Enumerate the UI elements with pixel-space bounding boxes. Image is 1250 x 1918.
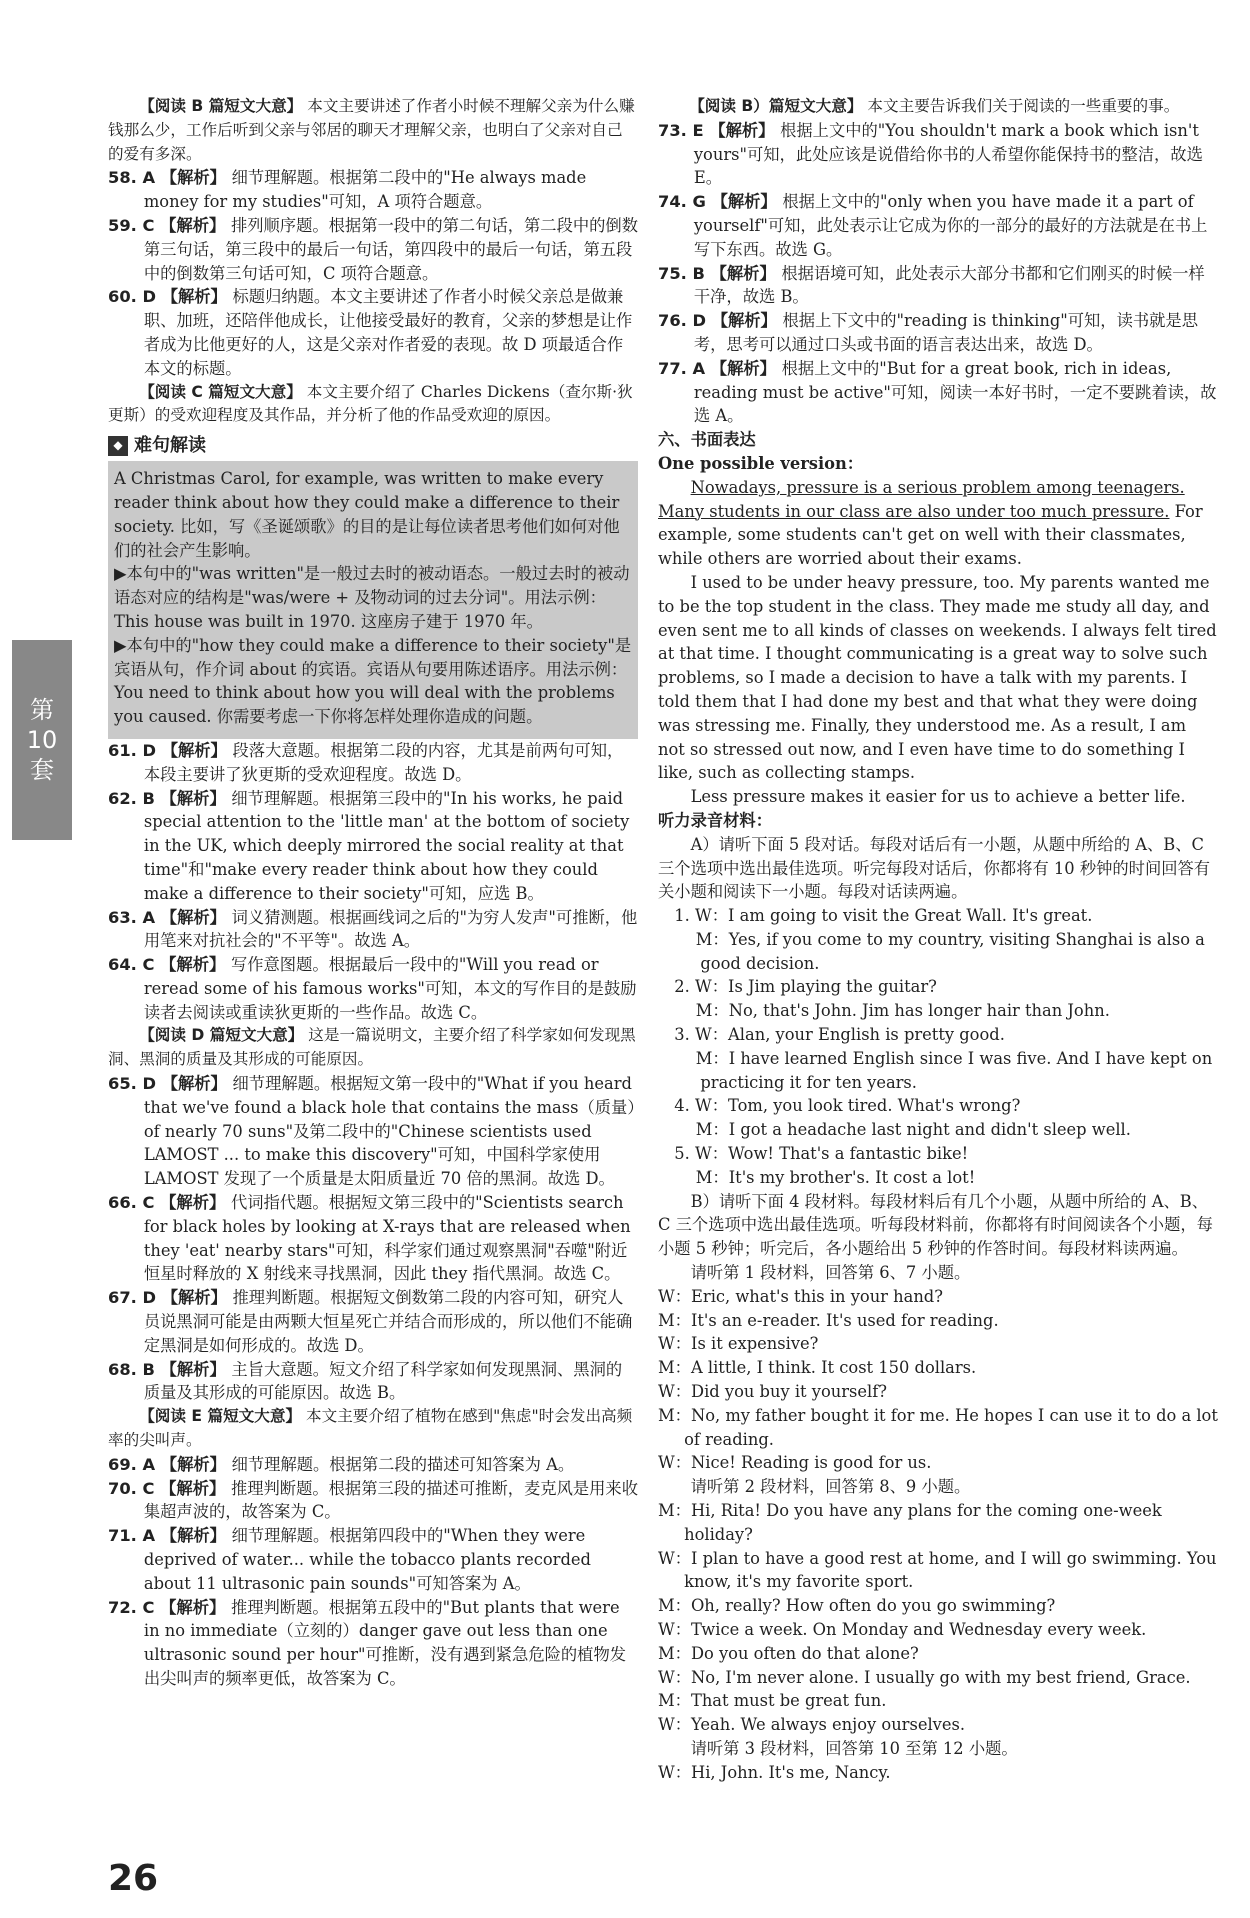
speaker-label: W： (658, 1620, 692, 1639)
writing-section-title: 六、书面表达 (658, 430, 756, 450)
answer-item (108, 166, 638, 214)
difficult-sentence-heading (108, 432, 638, 459)
answer-option: G (692, 192, 712, 212)
answer-option: A (142, 168, 161, 188)
material-line (658, 1332, 1218, 1356)
dialog-text: It's my brother's. It cost a lot! (728, 1167, 976, 1187)
writing-underlined: Nowadays, pressure is a serious problem among teenagers. Many students in our class are also under too much pressure. (658, 477, 1185, 521)
answer-number: 60. (108, 287, 143, 307)
answer-option: E (692, 120, 710, 140)
answer-explanation: 根据上文中的"only when you have made it a part of yourself"可知，此处表示让它成为你的一部分的最好的方法就是在书上写下东西。故选 G。 (693, 192, 1208, 259)
material-text: It's an e-reader. It's used for reading. (690, 1310, 999, 1330)
answer-explanation: 根据上文中的"But for a great book, rich in ideas, reading must be active"可知，阅读一本好书时，一定不要跳着读，故选 A。 (693, 358, 1217, 426)
writing-para-1 (658, 476, 1218, 571)
material-line (658, 1594, 1218, 1618)
side-tab-char-1: 第 (30, 696, 54, 724)
material-line (658, 1618, 1218, 1642)
analysis-tag: 【解析】 (161, 1288, 233, 1308)
speaker-label: 4. W： (674, 1096, 729, 1116)
material-line (658, 1380, 1218, 1404)
speaker-label: M： (658, 1501, 691, 1521)
material-text: Nice! Reading is good for us. (691, 1453, 932, 1473)
material-line (658, 1404, 1218, 1452)
analysis-tag: 【解析】 (161, 287, 233, 307)
summary-text: 本文主要介绍了植物在感到"焦虑"时会发出高频率的尖叫声。 (108, 1407, 633, 1450)
difficult-sentence-line: ▶本句中的"how they could make a difference to their society"是宾语从句，作介词 about 的宾语。宾语从句要用陈述语序。用法示例： (114, 635, 632, 679)
answer-item (108, 906, 638, 954)
answer-option: B (692, 263, 711, 283)
summary-paragraph (658, 95, 1218, 119)
analysis-tag: 【解析】 (160, 215, 231, 235)
side-tab-char-2: 10 (26, 726, 58, 754)
answer-number: 63. (108, 907, 143, 927)
answer-number: 62. (108, 788, 143, 808)
answer-explanation: 推理判断题。根据第三段的描述可推断，麦克风是用来收集超声波的，故答案为 C。 (143, 1478, 638, 1522)
writing-para-1-rest: For example, some students can't get on well with their classmates, while others are worried about their exams. (658, 501, 1203, 569)
analysis-tag: 【解析】 (160, 1526, 232, 1546)
answer-explanation: 根据语境可知，此处表示大部分书都和它们刚买的时候一样干净，故选 B。 (693, 263, 1205, 307)
speaker-label: 5. W： (674, 1144, 729, 1164)
dialog-text: No, that's John. Jim has longer hair than John. (728, 1001, 1110, 1021)
answer-option: C (142, 1597, 161, 1617)
material-1 (658, 1285, 1218, 1475)
dialog-text: Alan, your English is pretty good. (728, 1025, 1005, 1045)
summary-paragraph (108, 381, 638, 429)
material-text: Hi, John. It's me, Nancy. (691, 1762, 891, 1782)
difficult-sentence-title: 难句解读 (134, 434, 206, 456)
answer-item (108, 953, 638, 1024)
summary-text: 本文主要介绍了 Charles Dickens（查尔斯·狄更斯）的受欢迎程度及其作品，并分析了他的作品受欢迎的原因。 (108, 382, 633, 425)
material-text: Eric, what's this in your hand? (691, 1286, 943, 1306)
material-text: A little, I think. It cost 150 dollars. (690, 1358, 977, 1378)
analysis-tag: 【解析】 (710, 263, 782, 283)
summary-text: 本文主要告诉我们关于阅读的一些重要的事。 (862, 97, 1180, 115)
answer-option: D (142, 740, 162, 760)
writing-para-3: Less pressure makes it easier for us to achieve a better life. (690, 787, 1186, 807)
speaker-label: W： (658, 1548, 692, 1568)
material-line (658, 1761, 1218, 1785)
answer-explanation: 根据上下文中的"reading is thinking"可知，读书就是思考，思考可以通过口头或书面的语言表达出来，故选 D。 (693, 311, 1198, 354)
speaker-label: W： (658, 1334, 692, 1354)
answer-option: D (142, 1288, 162, 1308)
listening-dialogs (658, 904, 1218, 1190)
answer-number: 65. (108, 1074, 143, 1094)
analysis-tag: 【解析】 (160, 1193, 231, 1213)
dialog-text: Tom, you look tired. What's wrong? (728, 1096, 1021, 1116)
speaker-label: W： (658, 1286, 692, 1306)
material-line (658, 1499, 1218, 1547)
answer-item (108, 739, 638, 787)
answer-number: 75. (658, 263, 693, 283)
speaker-label: 2. W： (674, 977, 729, 997)
material-line (658, 1689, 1218, 1713)
speaker-label: M： (658, 1643, 691, 1663)
answer-explanation: 段落大意题。根据第二段的内容，尤其是前两句可知，本段主要讲了狄更斯的受欢迎程度。故选 D。 (143, 740, 624, 784)
analysis-tag: 【解析】 (160, 907, 232, 927)
summary-tag: 【阅读 B 篇短文大意】 (139, 97, 303, 115)
right-block-1 (658, 95, 1218, 428)
dialog-line (658, 904, 1218, 928)
material-3 (658, 1761, 1218, 1785)
answer-item (108, 1596, 638, 1691)
writing-para-2: I used to be under heavy pressure, too. My parents wanted me to be the top student in the class. They made me study all day, and even sent me to all kinds of classes on weekends. I always felt tired at that time. I thought communicating is a great way to solve such problems, so I made a decision to have a talk with my parents. I told them that I had done my best and that what they were doing was stressing me. Finally, they understood me. As a result, I am not so stressed out now, and I even have time to do something I like, such as collecting stamps. (658, 572, 1217, 783)
writing-version-label: One possible version： (658, 453, 864, 473)
answer-item (108, 1477, 638, 1525)
answer-option: A (142, 1454, 161, 1474)
speaker-label: M： (658, 1358, 691, 1378)
difficult-sentence-box (108, 461, 638, 739)
answer-explanation: 推理判断题。根据短文倒数第二段的内容可知，研究人员说黑洞可能是由两颗大恒星死亡并结合而形成的，所以他们不能确定黑洞是如何形成的。故选 D。 (143, 1288, 633, 1355)
answer-explanation: 根据上文中的"You shouldn't mark a book which isn't yours"可知，此处应该是说借给你书的人希望你能保持书的整洁，故选 E。 (693, 120, 1203, 188)
answer-option: D (142, 287, 162, 307)
answer-option: D (692, 311, 712, 331)
analysis-tag: 【解析】 (161, 740, 233, 760)
speaker-label: M： (658, 1405, 691, 1425)
analysis-tag: 【解析】 (711, 192, 783, 212)
left-column (108, 95, 638, 1691)
answer-explanation: 词义猜测题。根据画线词之后的"为穷人发声"可推断，他用笔来对抗社会的"不平等"。故选 A。 (143, 907, 638, 951)
answer-explanation: 标题归纳题。本文主要讲述了作者小时候父亲总是做兼职、加班，还陪伴他成长，让他接受最好的教育，父亲的梦想是让作者成为比他更好的人，这是父亲对作者爱的表现。故 D 项最适合作本文的标题。 (143, 287, 633, 378)
material-line (658, 1285, 1218, 1309)
answer-item (108, 285, 638, 380)
speaker-label: 1. W： (674, 906, 729, 926)
material-line (658, 1309, 1218, 1333)
analysis-tag: 【解析】 (710, 358, 782, 378)
speaker-label: 3. W： (674, 1025, 729, 1045)
speaker-label: M： (674, 1167, 729, 1187)
answer-option: A (142, 907, 161, 927)
answer-number: 72. (108, 1597, 143, 1617)
material-text: No, I'm never alone. I usually go with my best friend, Grace. (691, 1667, 1191, 1687)
answer-explanation: 细节理解题。根据第二段的描述可知答案为 A。 (231, 1454, 575, 1474)
answer-explanation: 细节理解题。根据短文第一段中的"What if you heard that we've found a black hole that contains the mass（质量）of nearly 70 suns"及第二段中的"Chinese scientists used LAMOST ... to make this discovery"可知，中国科学家使用 LAMOST 发现了一个质量是太阳质量近 70 倍的黑洞。故选 D。 (143, 1074, 636, 1189)
material-text: Twice a week. On Monday and Wednesday every week. (691, 1620, 1147, 1639)
answer-item (108, 787, 638, 906)
dialog-text: I am going to visit the Great Wall. It's great. (728, 906, 1093, 926)
summary-tag: 【阅读 B）篇短文大意】 (689, 97, 863, 115)
dialog-line (658, 1023, 1218, 1047)
answer-item (108, 214, 638, 285)
speaker-label: W： (658, 1382, 692, 1402)
answer-number: 59. (108, 215, 143, 235)
answer-item (658, 119, 1218, 190)
material-3-intro: 请听第 3 段材料，回答第 10 至第 12 小题。 (690, 1738, 1018, 1758)
speaker-label: M： (674, 1048, 729, 1068)
answer-explanation: 细节理解题。根据第四段中的"When they were deprived of water... while the tobacco plants recorded about 11 ultrasonic pain sounds"可知答案为 A。 (143, 1526, 591, 1593)
dialog-text: Is Jim playing the guitar? (728, 977, 937, 997)
answer-item (658, 357, 1218, 428)
material-text: That must be great fun. (690, 1691, 887, 1711)
speaker-label: M： (658, 1596, 691, 1616)
summary-paragraph (108, 1405, 638, 1453)
summary-tag: 【阅读 E 篇短文大意】 (139, 1407, 302, 1426)
bookmark-icon: ◆ (108, 436, 128, 456)
answer-item (108, 1524, 638, 1595)
answer-number: 61. (108, 740, 143, 760)
dialog-line (658, 928, 1218, 976)
answer-number: 68. (108, 1359, 143, 1379)
answer-item (658, 190, 1218, 261)
answer-number: 67. (108, 1288, 143, 1308)
analysis-tag: 【解析】 (160, 955, 231, 975)
speaker-label: W： (658, 1453, 692, 1473)
answer-option: A (142, 1526, 161, 1546)
analysis-tag: 【解析】 (711, 311, 783, 331)
difficult-sentence-line: This house was built in 1970. 这座房子建于 1970 年。 (114, 611, 543, 631)
difficult-sentence-line: A Christmas Carol, for example, was written to make every reader think about how they could make a difference to their society. 比如，写《圣诞颂歌》的目的是让每位读者思考他们如何对他们的社会产生影响。 (114, 469, 620, 560)
side-tab-char-3: 套 (30, 756, 54, 784)
answer-number: 69. (108, 1454, 143, 1474)
answer-option: C (142, 955, 161, 975)
analysis-tag: 【解析】 (160, 788, 232, 808)
dialog-line (658, 999, 1218, 1023)
answer-item (658, 309, 1218, 357)
answer-number: 73. (658, 120, 693, 140)
answer-number: 77. (658, 358, 693, 378)
summary-text: 这是一篇说明文，主要介绍了科学家如何发现黑洞、黑洞的质量及其形成的可能原因。 (108, 1026, 636, 1069)
answer-explanation: 排列顺序题。根据第一段中的第二句话，第二段中的倒数第三句话，第三段中的最后一句话，第四段中的最后一句话，第五段中的倒数第三句话可知，C 项符合题意。 (143, 215, 638, 283)
speaker-label: W： (658, 1715, 692, 1735)
answer-option: B (142, 788, 161, 808)
analysis-tag: 【解析】 (160, 1478, 231, 1498)
dialog-line (658, 1094, 1218, 1118)
material-line (658, 1451, 1218, 1475)
answer-item (108, 1453, 638, 1477)
analysis-tag: 【解析】 (161, 1074, 233, 1094)
analysis-tag: 【解析】 (160, 168, 232, 188)
material-text: Oh, really? How often do you go swimming? (690, 1596, 1056, 1616)
answer-number: 64. (108, 955, 143, 975)
speaker-label: W： (658, 1667, 692, 1687)
answer-option: D (142, 1074, 162, 1094)
answer-explanation: 细节理解题。根据第二段中的"He always made money for my studies"可知，A 项符合题意。 (143, 168, 587, 212)
material-text: Yeah. We always enjoy ourselves. (691, 1715, 966, 1735)
material-2-intro: 请听第 2 段材料，回答第 8、9 小题。 (690, 1477, 971, 1497)
answer-option: B (142, 1359, 161, 1379)
page-number: 26 (108, 1858, 159, 1899)
material-line (658, 1666, 1218, 1690)
answer-explanation: 写作意图题。根据最后一段中的"Will you read or reread some of his famous works"可知，本文的写作目的是鼓励读者去阅读或重读狄更斯的一些作品。故选 C。 (143, 955, 637, 1022)
answer-explanation: 推理判断题。根据第五段中的"But plants that were in no immediate（立刻的）danger gave out less than one ultrasonic sound per hour"可推断，没有遇到紧急危险的植物发出尖叫声的频率更低，故答案为 C。 (143, 1597, 627, 1688)
dialog-text: I have learned English since I was five. And I have kept on practicing it for ten years. (700, 1048, 1213, 1092)
speaker-label: W： (658, 1762, 692, 1782)
material-text: No, my father bought it for me. He hopes I can use it to do a lot of reading. (684, 1405, 1218, 1449)
answer-option: C (142, 1478, 161, 1498)
dialog-line (658, 1118, 1218, 1142)
speaker-label: M： (674, 1120, 729, 1140)
dialog-line (658, 1166, 1218, 1190)
analysis-tag: 【解析】 (160, 1454, 232, 1474)
material-line (658, 1642, 1218, 1666)
dialog-text: I got a headache last night and didn't sleep well. (728, 1120, 1131, 1140)
summary-tag: 【阅读 D 篇短文大意】 (139, 1026, 304, 1045)
analysis-tag: 【解析】 (160, 1597, 231, 1617)
answer-item (108, 1286, 638, 1357)
answer-item (658, 262, 1218, 310)
dialog-text: Wow! That's a fantastic bike! (728, 1144, 969, 1164)
material-text: I plan to have a good rest at home, and I will go swimming. You know, it's my favorite sport. (684, 1548, 1217, 1592)
listening-part-b: B）请听下面 4 段材料。每段材料后有几个小题，从题中所给的 A、B、C 三个选项中选出最佳选项。听每段材料前，你都将有时间阅读各个小题，每小题 5 秒钟；听完后，各小题给出 5 秒钟的作答时间。每段材料读两遍。 (658, 1191, 1213, 1259)
material-text: Hi, Rita! Do you have any plans for the coming one-week holiday? (684, 1501, 1162, 1544)
answer-number: 70. (108, 1478, 143, 1498)
side-tab (12, 640, 72, 840)
dialog-line (658, 1142, 1218, 1166)
analysis-tag: 【解析】 (160, 1359, 232, 1379)
left-block-2 (108, 739, 638, 1691)
answer-number: 76. (658, 311, 693, 331)
answer-number: 74. (658, 192, 693, 212)
listening-heading: 听力录音材料： (658, 810, 772, 830)
answer-option: C (142, 1193, 161, 1213)
listening-part-a: A）请听下面 5 段对话。每段对话后有一小题，从题中所给的 A、B、C 三个选项中选出最佳选项。听完每段对话后，你都将有 10 秒钟的时间回答有关小题和阅读下一小题。每段对话读两遍。 (658, 834, 1211, 902)
speaker-label: M： (658, 1310, 691, 1330)
material-text: Is it expensive? (691, 1334, 819, 1354)
speaker-label: M： (674, 929, 729, 949)
material-text: Did you buy it yourself? (691, 1382, 887, 1402)
material-text: Do you often do that alone? (690, 1643, 919, 1663)
summary-paragraph (108, 95, 638, 166)
material-2 (658, 1499, 1218, 1737)
summary-paragraph (108, 1024, 638, 1072)
material-line (658, 1713, 1218, 1737)
answer-item (108, 1072, 638, 1191)
answer-option: C (142, 215, 161, 235)
material-line (658, 1547, 1218, 1595)
answer-number: 71. (108, 1526, 143, 1546)
answer-item (108, 1358, 638, 1406)
answer-explanation: 代词指代题。根据短文第三段中的"Scientists search for black holes by looking at X-rays that are released when they 'eat' nearby stars"可知，科学家们通过观察黑洞"吞噬"附近恒星时释放的 X 射线来寻找黑洞，因此 they 指代黑洞。故选 C。 (143, 1193, 631, 1284)
summary-tag: 【阅读 C 篇短文大意】 (139, 382, 302, 401)
dialog-text: Yes, if you come to my country, visiting Shanghai is also a good decision. (700, 929, 1205, 973)
speaker-label: M： (674, 1001, 729, 1021)
left-block-1 (108, 95, 638, 428)
answer-option: A (692, 358, 711, 378)
answer-item (108, 1191, 638, 1286)
difficult-sentence-line: ▶本句中的"was written"是一般过去时的被动语态。一般过去时的被动语态对应的结构是"was/were + 及物动词的过去分词"。用法示例： (114, 564, 630, 608)
dialog-line (658, 975, 1218, 999)
summary-text: 本文主要讲述了作者小时候不理解父亲为什么赚钱那么少，工作后听到父亲与邻居的聊天才理解父亲，也明白了父亲对自己的爱有多深。 (108, 97, 635, 163)
material-line (658, 1356, 1218, 1380)
dialog-line (658, 1047, 1218, 1095)
answer-number: 58. (108, 168, 143, 188)
material-1-intro: 请听第 1 段材料，回答第 6、7 小题。 (690, 1263, 971, 1283)
answer-explanation: 主旨大意题。短文介绍了科学家如何发现黑洞、黑洞的质量及其形成的可能原因。故选 B。 (143, 1359, 623, 1403)
difficult-sentence-line: You need to think about how you will deal with the problems you caused. 你需要考虑一下你将怎样处理你造成的问题。 (114, 683, 615, 727)
speaker-label: M： (658, 1691, 691, 1711)
analysis-tag: 【解析】 (709, 120, 781, 140)
right-column (658, 95, 1218, 1785)
answer-number: 66. (108, 1193, 143, 1213)
answer-explanation: 细节理解题。根据第三段中的"In his works, he paid special attention to the 'little man' at the bottom of society in the UK, which deeply mirrored the social reality at that time"和"make every reader think about how they could make a difference to their society"可知，应选 B。 (143, 788, 630, 903)
